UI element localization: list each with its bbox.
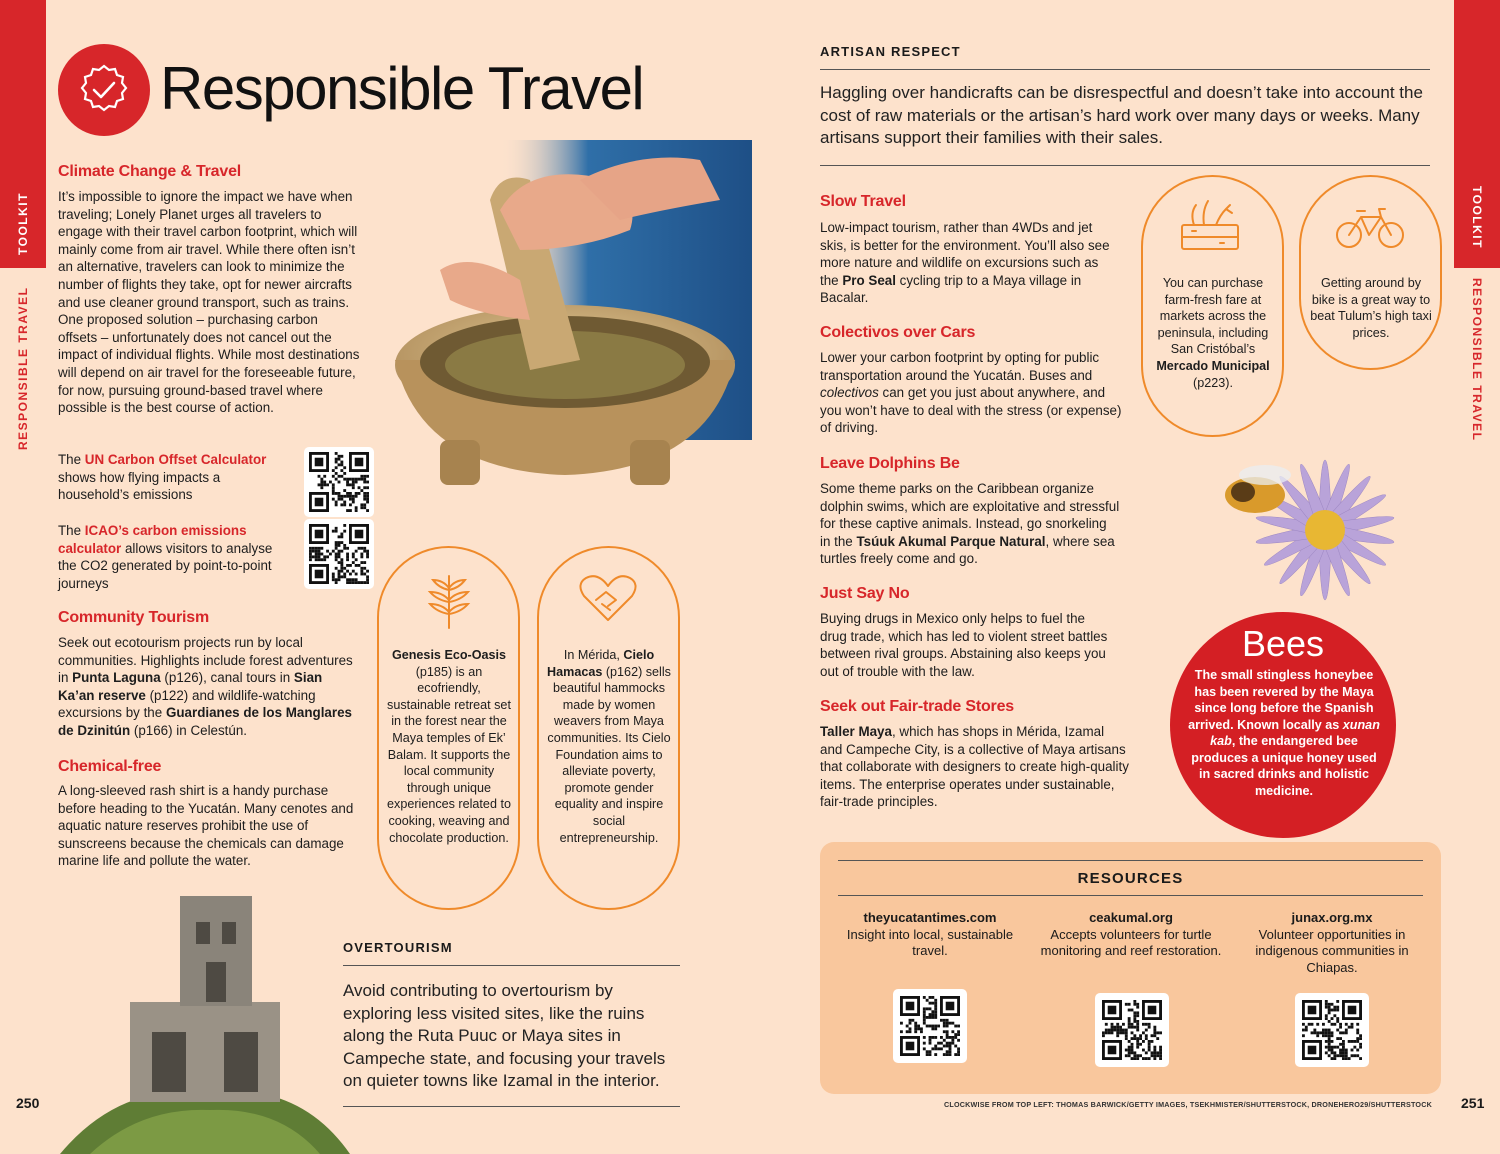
resource-site-2[interactable]: ceakumal.org [1089, 910, 1173, 925]
resource-item-1 [836, 910, 1024, 960]
resources-heading: RESOURCES [1077, 870, 1184, 887]
saynoo-heading: Just Say No [820, 585, 910, 602]
resource-desc-1: Insight into local, sustainable travel. [846, 926, 1014, 958]
community-heading: Community Tourism [58, 609, 209, 626]
slow-heading: Slow Travel [820, 193, 906, 210]
icao-calculator-link[interactable]: ICAO’s carbon emissions calculator [58, 523, 247, 556]
resources-rule-bottom [838, 895, 1423, 896]
un-calculator-link[interactable]: UN Carbon Offset Calculator [84, 452, 267, 467]
mortar-pestle-image [380, 140, 752, 502]
un-calculator-qr[interactable] [304, 447, 374, 517]
market-crate-icon [1180, 197, 1242, 253]
overtourism-body: Avoid contributing to overtourism by exploring less visited sites, like the ruins along the Ruta Puuc or Maya sites in Campeche state, and focusing your travels on quieter towns like Izamal in the interior. [343, 981, 666, 1090]
right-side-tab [1454, 0, 1500, 1154]
responsible-tab-label: RESPONSIBLE TRAVEL [16, 286, 30, 450]
artisan-body: Haggling over handicrafts can be disrespectful and doesn’t take into account the cost of raw materials or the artisan’s hard work over many days or weeks. Many artisans support their families with their sales. [820, 83, 1423, 147]
genesis-pill-text: Genesis Eco-Oasis (p185) is an ecofriendly, sustainable retreat set in the forest near the Maya temples of Ek’ Balam. It supports the local community through unique experiences related to cooking, weaving and chocolate production. [387, 648, 511, 845]
bicycle-icon [1335, 205, 1405, 251]
overtourism-rule-top [343, 965, 680, 966]
bees-body: The small stingless honeybee has been revered by the Maya since long before the Spanish arrived. Known locally as xunan kab, the endangered bee produces a unique honey used in sacred drinks and holistic medicine. [1188, 668, 1380, 798]
icao-calculator-qr[interactable] [304, 519, 374, 589]
resource-site-1[interactable]: theyucatantimes.com [863, 910, 997, 925]
bees-title: Bees [1241, 623, 1325, 664]
overtourism-kicker: OVERTOURISM [343, 940, 453, 955]
left-page-number: 250 [16, 1095, 40, 1111]
right-page-number: 251 [1461, 1095, 1485, 1111]
chemical-body: A long-sleeved rash shirt is a handy purchase before heading to the Yucatán. Many cenotes and aquatic nature reserves prohibit the use of sunscreens because the chemicals can damage marine life and pollute the water. [58, 783, 354, 869]
left-side-tab [0, 0, 46, 1154]
saynoo-body: Buying drugs in Mexico only helps to fuel the drug trade, which has led to violent street battles between rival groups. Abstaining also keeps you out of trouble with the law. [820, 611, 1108, 679]
resource-site-3[interactable]: junax.org.mx [1291, 910, 1373, 925]
maya-ruins-image [60, 892, 350, 1154]
chemical-heading: Chemical-free [58, 758, 162, 775]
resource-desc-2: Accepts volunteers for turtle monitoring and reef restoration. [1040, 926, 1222, 958]
resource-desc-3: Volunteer opportunities in indigenous communities in Chiapas. [1255, 926, 1409, 975]
fern-icon [423, 570, 475, 630]
community-body: Seek out ecotourism projects run by local communities. Highlights include forest adventures in Punta Laguna (p126), canal tours in Sian Ka’an reserve (p122) and wildlife-watching excursions by the Guardianes de los Manglares de Dzinitún (p166) in Celestún. [58, 635, 353, 738]
heart-handshake-icon [578, 574, 638, 624]
resource-item-2 [1037, 910, 1225, 960]
slow-body: Low-impact tourism, rather than 4WDs and jet skis, is better for the environment. You’ll also see more nature and wildlife on excursions such as the Pro Seal cycling trip to a Maya village in Bacalar. [820, 220, 1110, 306]
climate-heading: Climate Change & Travel [58, 163, 242, 180]
overtourism-rule-bottom [343, 1106, 680, 1107]
fairtrade-heading: Seek out Fair-trade Stores [820, 698, 1014, 715]
resources-rule-top [838, 860, 1423, 861]
artisan-rule-bottom [820, 165, 1430, 166]
fairtrade-body: Taller Maya, which has shops in Mérida, Izamal and Campeche City, is a collective of Maya artisans that collaborate with designers to create high-quality items. The enterprise operates under sustainable, fair-trade principles. [820, 724, 1129, 810]
artisan-kicker: ARTISAN RESPECT [820, 44, 961, 59]
market-pill-text: You can purchase farm-fresh fare at markets across the peninsula, including San Cristóbal’s Mercado Municipal (p223). [1156, 276, 1270, 390]
colectivos-body: Lower your carbon footprint by opting for public transportation around the Yucatán. Buses and colectivos can get you just about anywhere, and you won’t have to deal with the stress (or expense) of driving. [820, 350, 1122, 436]
resource-qr-3[interactable] [1295, 993, 1369, 1067]
page-title: Responsible Travel [160, 55, 644, 122]
cielo-pill-text: In Mérida, Cielo Hamacas (p162) sells beautiful hammocks made by women weavers from Maya communities. Its Cielo Foundation aims to alleviate poverty, promote gender equality and inspire social entrepreneurship. [547, 648, 671, 845]
photo-credits: CLOCKWISE FROM TOP LEFT: THOMAS BARWICK/GETTY IMAGES, TSEKHMISTER/SHUTTERSTOCK, DRONEHERO29/SHUTTERSTOCK [944, 1100, 1433, 1109]
dolphins-body: Some theme parks on the Caribbean organize dolphin swims, which are exploitative and stressful for these captive animals. Instead, go snorkeling in the Tsúuk Akumal Parque Natural, where sea turtles freely come and go. [820, 481, 1120, 567]
climate-body: It’s impossible to ignore the impact we have when traveling; Lonely Planet urges all travelers to engage with their travel carbon footprint, which will mainly come from air travel. While there often isn’t an alternative, travelers can look to minimize the number of flights they take, opt for newer aircrafts and use cleaner ground transport, such as trains. One proposed solution – purchasing carbon offsets – unfortunately does not cancel out the impact of individual flights. While most destinations will depend on air travel for the foreseeable future, for now, pursuing ground-based travel where possible is the best course of action. [58, 189, 360, 416]
toolkit-tab-label-right: TOOLKIT [1470, 186, 1484, 249]
bee-flower-image [1185, 420, 1445, 640]
toolkit-tab-label: TOOLKIT [16, 192, 30, 255]
bike-pill-text: Getting around by bike is a great way to beat Tulum’s high taxi prices. [1310, 276, 1432, 340]
artisan-rule-top [820, 69, 1430, 70]
responsible-tab-label-right: RESPONSIBLE TRAVEL [1470, 278, 1484, 442]
resource-qr-1[interactable] [893, 989, 967, 1063]
dolphins-heading: Leave Dolphins Be [820, 455, 960, 472]
resource-qr-2[interactable] [1095, 993, 1169, 1067]
resource-item-3 [1238, 910, 1426, 976]
un-calculator-text: The UN Carbon Offset Calculator shows how flying impacts a household’s emissions [58, 452, 267, 503]
colectivos-heading: Colectivos over Cars [820, 324, 976, 341]
icao-calculator-text: The ICAO’s carbon emissions calculator allows visitors to analyse the CO2 generated by point-to-point journeys [58, 523, 273, 591]
title-badge-icon [58, 44, 150, 136]
